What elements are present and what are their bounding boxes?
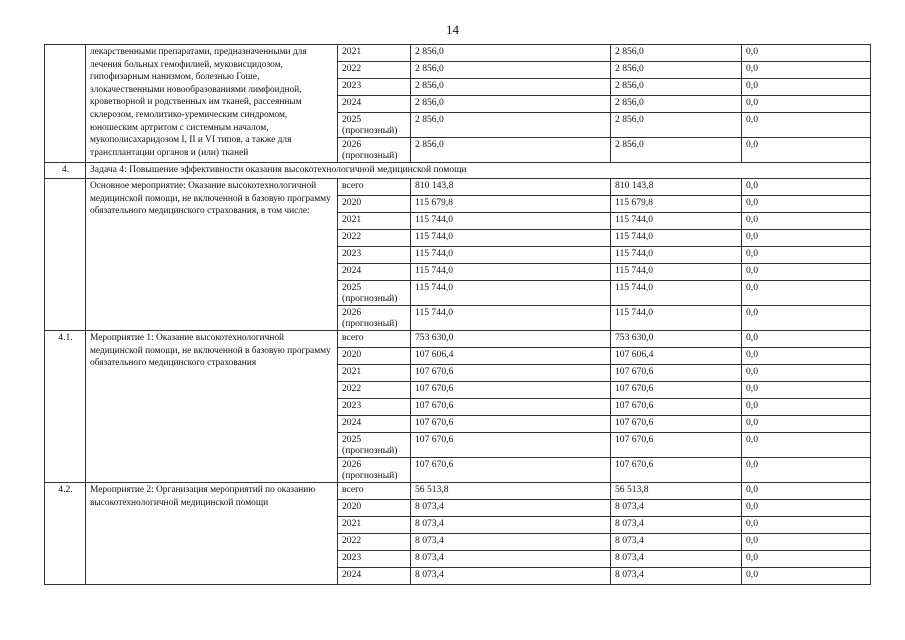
year-cell: 2026 (прогнозный) <box>338 306 411 331</box>
item-number: 4.1. <box>45 331 86 483</box>
total-cell: 107 670,6 <box>411 399 611 416</box>
total-cell: 115 744,0 <box>411 230 611 247</box>
federal-cell: 115 744,0 <box>611 306 742 331</box>
year-cell: 2025 (прогнозный) <box>338 281 411 306</box>
total-cell: 115 744,0 <box>411 213 611 230</box>
regional-cell: 0,0 <box>742 281 871 306</box>
year-cell: 2023 <box>338 399 411 416</box>
total-cell: 2 856,0 <box>411 96 611 113</box>
total-cell: 2 856,0 <box>411 79 611 96</box>
regional-cell: 0,0 <box>742 399 871 416</box>
item-description: Основное мероприятие: Оказание высокотехнологичной медицинской помощи, не включенной в базовую программу обязательного медицинского страхования, в том числе: <box>86 179 338 331</box>
regional-cell: 0,0 <box>742 382 871 399</box>
regional-cell: 0,0 <box>742 247 871 264</box>
year-cell: 2026 (прогнозный) <box>338 458 411 483</box>
total-cell: 107 670,6 <box>411 382 611 399</box>
regional-cell: 0,0 <box>742 306 871 331</box>
table-row <box>45 483 871 500</box>
total-cell: 2 856,0 <box>411 62 611 79</box>
regional-cell: 0,0 <box>742 365 871 382</box>
total-cell: 107 670,6 <box>411 433 611 458</box>
table-row <box>45 45 871 62</box>
regional-cell: 0,0 <box>742 138 871 163</box>
federal-cell: 115 744,0 <box>611 281 742 306</box>
federal-cell: 107 670,6 <box>611 416 742 433</box>
year-cell: 2022 <box>338 230 411 247</box>
budget-table <box>44 44 871 585</box>
regional-cell: 0,0 <box>742 500 871 517</box>
total-cell: 8 073,4 <box>411 551 611 568</box>
regional-cell: 0,0 <box>742 62 871 79</box>
total-cell: 107 670,6 <box>411 365 611 382</box>
item-description: Мероприятие 1: Оказание высокотехнологичной медицинской помощи, не включенной в базовую программу обязательного медицинского страхования <box>86 331 338 483</box>
total-cell: 115 679,8 <box>411 196 611 213</box>
federal-cell: 2 856,0 <box>611 96 742 113</box>
federal-cell: 107 670,6 <box>611 458 742 483</box>
total-cell: 2 856,0 <box>411 45 611 62</box>
regional-cell: 0,0 <box>742 79 871 96</box>
item-number: 4.2. <box>45 483 86 585</box>
item-description: лекарственными препаратами, предназначенными для лечения больных гемофилией, муковисцидозом, гипофизарным нанизмом, болезнью Гоше, злокачественными новообразованиями лимфоидной, кроветворной и родственных им тканей, рассеянным склерозом, гемолитико-уремическим синдромом, юношеским артритом с системным началом, мукополисахаридозом I, II и VI типов, а также для трансплантации органов и (или) тканей <box>86 45 338 163</box>
year-cell: 2026 (прогнозный) <box>338 138 411 163</box>
federal-cell: 115 744,0 <box>611 230 742 247</box>
year-cell: 2021 <box>338 365 411 382</box>
year-cell: 2025 (прогнозный) <box>338 433 411 458</box>
budget-table-body <box>45 45 871 585</box>
federal-cell: 56 513,8 <box>611 483 742 500</box>
year-cell: 2024 <box>338 96 411 113</box>
regional-cell: 0,0 <box>742 213 871 230</box>
year-cell: 2020 <box>338 348 411 365</box>
federal-cell: 115 744,0 <box>611 264 742 281</box>
total-cell: 115 744,0 <box>411 281 611 306</box>
federal-cell: 8 073,4 <box>611 517 742 534</box>
federal-cell: 753 630,0 <box>611 331 742 348</box>
regional-cell: 0,0 <box>742 534 871 551</box>
item-number <box>45 45 86 163</box>
federal-cell: 115 744,0 <box>611 213 742 230</box>
federal-cell: 810 143,8 <box>611 179 742 196</box>
regional-cell: 0,0 <box>742 483 871 500</box>
year-cell: 2021 <box>338 517 411 534</box>
regional-cell: 0,0 <box>742 196 871 213</box>
year-cell: 2022 <box>338 62 411 79</box>
year-cell: 2020 <box>338 500 411 517</box>
year-cell: всего <box>338 483 411 500</box>
regional-cell: 0,0 <box>742 331 871 348</box>
total-cell: 8 073,4 <box>411 517 611 534</box>
year-cell: 2024 <box>338 264 411 281</box>
total-cell: 8 073,4 <box>411 568 611 585</box>
task-number: 4. <box>45 163 86 179</box>
total-cell: 8 073,4 <box>411 534 611 551</box>
federal-cell: 2 856,0 <box>611 113 742 138</box>
item-description: Мероприятие 2: Организация мероприятий по оказанию высокотехнологичной медицинской помощи <box>86 483 338 585</box>
year-cell: 2021 <box>338 45 411 62</box>
regional-cell: 0,0 <box>742 348 871 365</box>
federal-cell: 8 073,4 <box>611 551 742 568</box>
regional-cell: 0,0 <box>742 179 871 196</box>
regional-cell: 0,0 <box>742 433 871 458</box>
year-cell: 2022 <box>338 534 411 551</box>
total-cell: 107 670,6 <box>411 416 611 433</box>
total-cell: 56 513,8 <box>411 483 611 500</box>
year-cell: 2021 <box>338 213 411 230</box>
year-cell: 2023 <box>338 247 411 264</box>
total-cell: 8 073,4 <box>411 500 611 517</box>
table-row <box>45 179 871 196</box>
total-cell: 115 744,0 <box>411 306 611 331</box>
item-number <box>45 179 86 331</box>
year-cell: 2022 <box>338 382 411 399</box>
year-cell: 2024 <box>338 416 411 433</box>
total-cell: 115 744,0 <box>411 247 611 264</box>
federal-cell: 8 073,4 <box>611 500 742 517</box>
regional-cell: 0,0 <box>742 113 871 138</box>
total-cell: 810 143,8 <box>411 179 611 196</box>
federal-cell: 8 073,4 <box>611 534 742 551</box>
task-row <box>45 163 871 179</box>
year-cell: 2024 <box>338 568 411 585</box>
federal-cell: 2 856,0 <box>611 138 742 163</box>
federal-cell: 2 856,0 <box>611 79 742 96</box>
total-cell: 2 856,0 <box>411 113 611 138</box>
page-number: 14 <box>446 22 459 37</box>
regional-cell: 0,0 <box>742 458 871 483</box>
regional-cell: 0,0 <box>742 416 871 433</box>
regional-cell: 0,0 <box>742 96 871 113</box>
year-cell: 2020 <box>338 196 411 213</box>
task-title: Задача 4: Повышение эффективности оказания высокотехнологичной медицинской помощи <box>86 163 871 179</box>
federal-cell: 107 670,6 <box>611 433 742 458</box>
federal-cell: 2 856,0 <box>611 62 742 79</box>
year-cell: 2025 (прогнозный) <box>338 113 411 138</box>
year-cell: 2023 <box>338 79 411 96</box>
total-cell: 2 856,0 <box>411 138 611 163</box>
federal-cell: 115 679,8 <box>611 196 742 213</box>
regional-cell: 0,0 <box>742 551 871 568</box>
year-cell: всего <box>338 331 411 348</box>
total-cell: 753 630,0 <box>411 331 611 348</box>
federal-cell: 107 606,4 <box>611 348 742 365</box>
regional-cell: 0,0 <box>742 264 871 281</box>
regional-cell: 0,0 <box>742 517 871 534</box>
total-cell: 115 744,0 <box>411 264 611 281</box>
federal-cell: 8 073,4 <box>611 568 742 585</box>
federal-cell: 2 856,0 <box>611 45 742 62</box>
total-cell: 107 670,6 <box>411 458 611 483</box>
year-cell: всего <box>338 179 411 196</box>
federal-cell: 107 670,6 <box>611 382 742 399</box>
regional-cell: 0,0 <box>742 568 871 585</box>
federal-cell: 115 744,0 <box>611 247 742 264</box>
year-cell: 2023 <box>338 551 411 568</box>
table-row <box>45 331 871 348</box>
regional-cell: 0,0 <box>742 230 871 247</box>
regional-cell: 0,0 <box>742 45 871 62</box>
total-cell: 107 606,4 <box>411 348 611 365</box>
federal-cell: 107 670,6 <box>611 365 742 382</box>
federal-cell: 107 670,6 <box>611 399 742 416</box>
